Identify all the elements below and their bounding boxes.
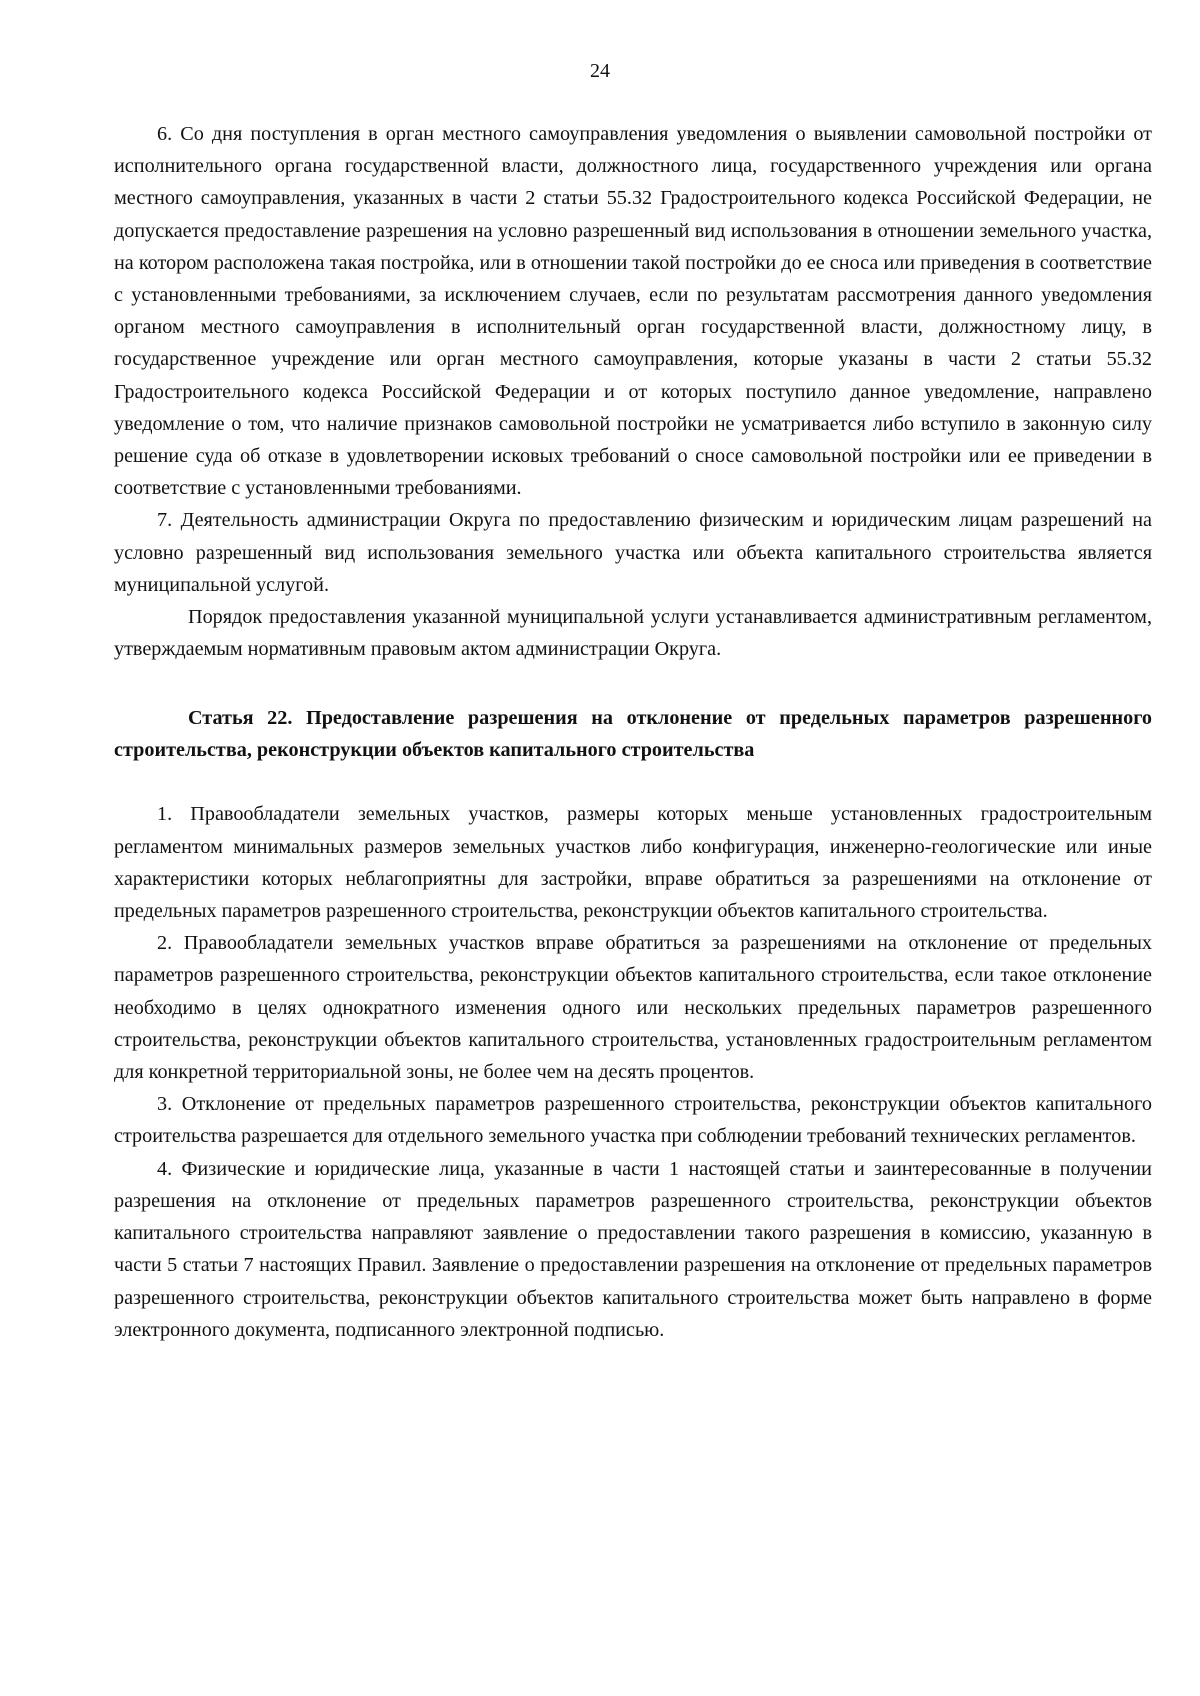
- paragraph-article-22-item-1: 1. Правообладатели земельных участков, размеры которых меньше установленных градостроительным регламентом минимальных размеров земельных участков либо конфигурация, инженерно-геологические или иные характеристики которых неблагоприятны для застройки, вправе обратиться за разрешениями на отклонение от предельных параметров разрешенного строительства, реконструкции объектов капитального строительства.: [114, 803, 1152, 923]
- paragraph-item-7: 7. Деятельность администрации Округа по предоставлению физическим и юридическим лицам разрешений на условно разрешенный вид использования земельного участка или объекта капитального строительства является муниципальной услугой.: [114, 509, 1152, 596]
- section-article-21-continuation: [114, 118, 1152, 665]
- section-article-22: [114, 702, 1152, 1345]
- paragraph-article-22-item-4: 4. Физические и юридические лица, указанные в части 1 настоящей статьи и заинтересованные в получении разрешения на отклонение от предельных параметров разрешенного строительства, реконструкции объектов капитального строительства направляют заявление о предоставлении такого разрешения в комиссию, указанную в части 5 статьи 7 настоящих Правил. Заявление о предоставлении разрешения на отклонение от предельных параметров разрешенного строительства, реконструкции объектов капитального строительства может быть направлено в форме электронного документа, подписанного электронной подписью.: [114, 1157, 1152, 1341]
- paragraph-item-6: 6. Со дня поступления в орган местного самоуправления уведомления о выявлении самовольной постройки от исполнительного органа государственной власти, должностного лица, государственного учреждения или органа местного самоуправления, указанных в части 2 статьи 55.32 Градостроительного кодекса Российской Федерации, не допускается предоставление разрешения на условно разрешенный вид использования в отношении земельного участка, на котором расположена такая постройка, или в отношении такой постройки до ее сноса или приведения в соответствие с установленными требованиями, за исключением случаев, если по результатам рассмотрения данного уведомления органом местного самоуправления в исполнительный орган государственной власти, должностному лицу, в государственное учреждение или орган местного самоуправления, которые указаны в части 2 статьи 55.32 Градостроительного кодекса Российской Федерации и от которых поступило данное уведомление, направлено уведомление о том, что наличие признаков самовольной постройки не усматривается либо вступило в законную силу решение суда об отказе в удовлетворении исковых требований о сносе самовольной постройки или ее приведении в соответствие с установленными требованиями.: [114, 123, 1152, 500]
- article-22-title: Статья 22. Предоставление разрешения на отклонение от предельных параметров разрешенного строительства, реконструкции объектов капитального строительства: [114, 707, 1152, 762]
- paragraph-procedure: Порядок предоставления указанной муниципальной услуги устанавливается административным регламентом, утверждаемым нормативным правовым актом администрации Округа.: [114, 606, 1152, 661]
- paragraph-article-22-item-2: 2. Правообладатели земельных участков вправе обратиться за разрешениями на отклонение от предельных параметров разрешенного строительства, реконструкции объектов капитального строительства, если такое отклонение необходимо в целях однократного изменения одного или нескольких предельных параметров разрешенного строительства, реконструкции объектов капитального строительства, установленных градостроительным регламентом для конкретной территориальной зоны, не более чем на десять процентов.: [114, 932, 1152, 1084]
- page-number: 24: [590, 60, 610, 82]
- paragraph-article-22-item-3: 3. Отклонение от предельных параметров разрешенного строительства, реконструкции объектов капитального строительства разрешается для отдельного земельного участка при соблюдении требований технических регламентов.: [114, 1093, 1152, 1148]
- document-body: [114, 118, 1152, 1346]
